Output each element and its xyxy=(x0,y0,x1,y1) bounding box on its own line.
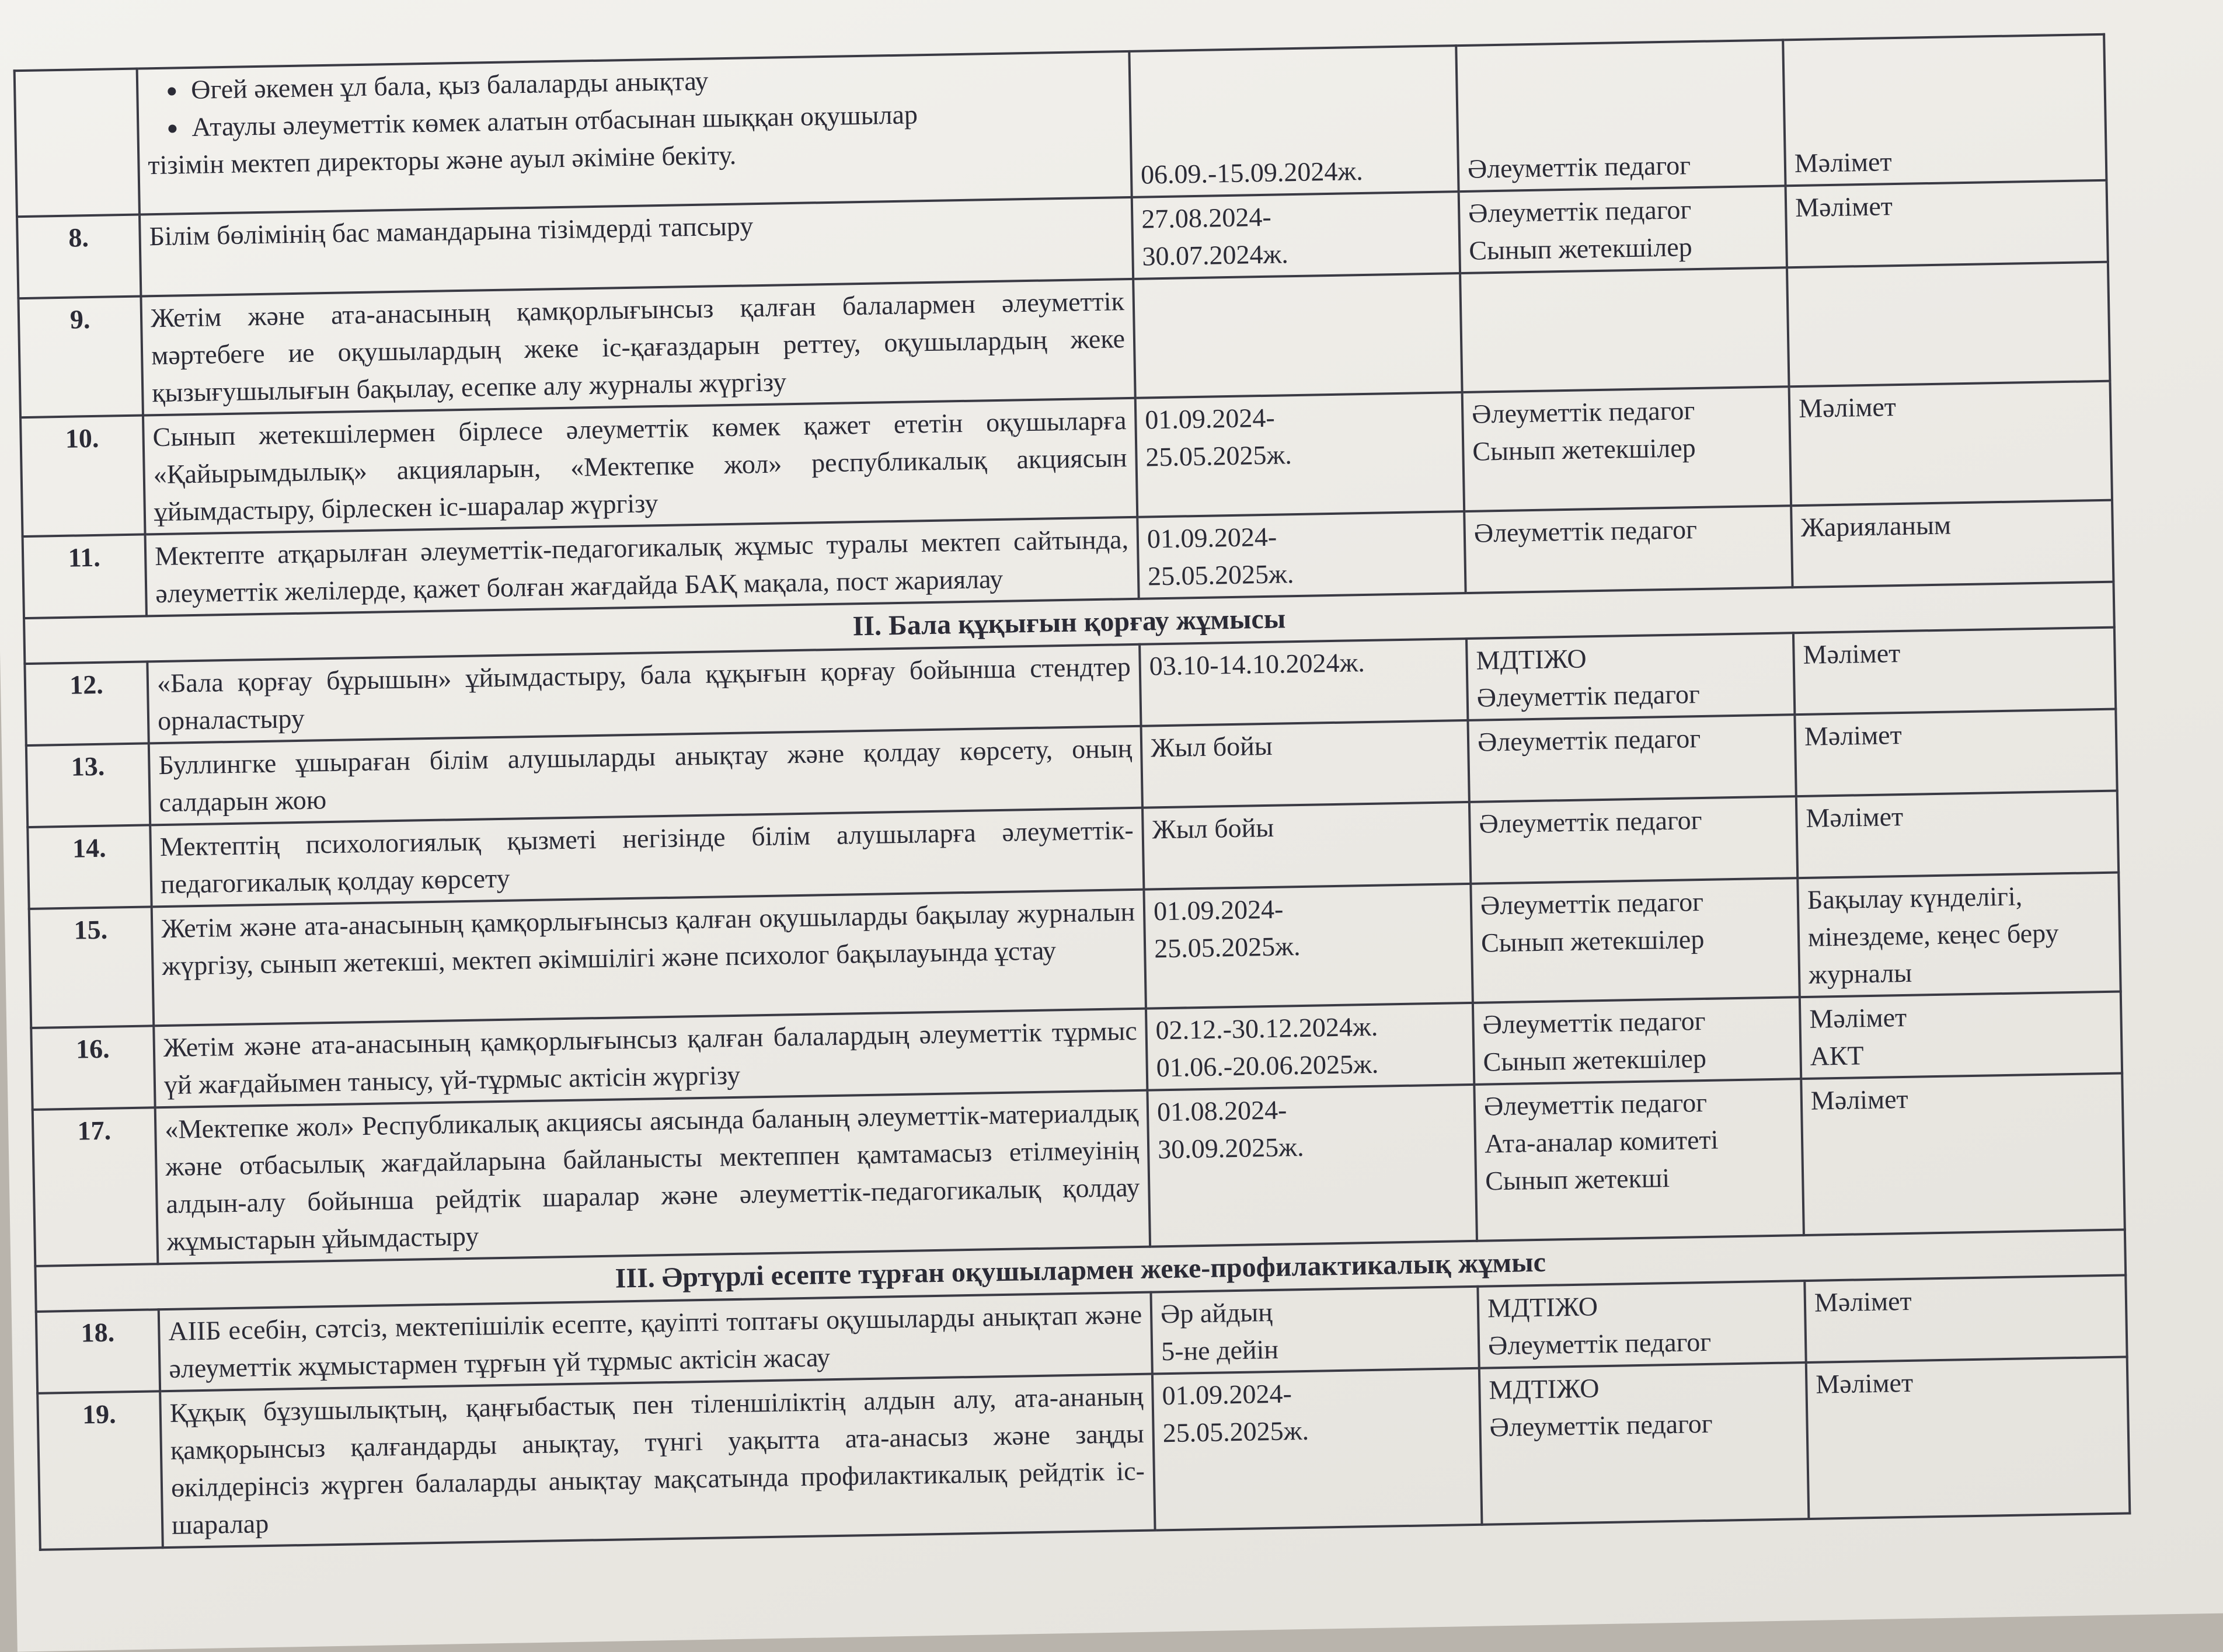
responsible-cell xyxy=(1471,878,1799,1003)
section-title: II. Бала құқығын қорғау жұмысы xyxy=(24,582,2114,664)
responsible-cell xyxy=(1456,40,1785,191)
date-text: 01.09.2024- xyxy=(1153,894,1284,926)
row-number: 16. xyxy=(75,1033,110,1064)
output-cell xyxy=(1796,791,2119,879)
responsible-cell xyxy=(1464,506,1792,593)
table-body-part3 xyxy=(36,1275,2130,1549)
date-cell xyxy=(1142,802,1471,890)
date-text: 03.10-14.10.2024ж. xyxy=(1149,647,1365,681)
output-text: Мәлімет xyxy=(1815,1367,1914,1399)
responsible-cell xyxy=(1460,267,1789,392)
row-number: 12. xyxy=(69,669,104,700)
output-text: Мәлімет xyxy=(1794,147,1892,179)
row-number: 11. xyxy=(68,542,101,573)
date-cell xyxy=(1147,1085,1477,1247)
responsible-text: Әлеуметтік педагог xyxy=(1468,194,1692,228)
responsible-text: Әлеуметтік педагог xyxy=(1480,886,1704,921)
responsible-cell xyxy=(1478,1281,1806,1368)
responsible-text: Әлеуметтік педагог xyxy=(1487,1326,1712,1361)
row-number-cell xyxy=(25,661,148,745)
date-cell xyxy=(1152,1368,1482,1531)
activity-text: АІІБ есебін, сәтсіз, мектепішілік есепте, қауіпті топтағы оқушыларды анықтап және әлеуметтік жұмыстармен тұрғын үй тұрмыс актісін жасау xyxy=(168,1299,1142,1383)
date-text: 5-не дейін xyxy=(1161,1334,1279,1367)
output-cell xyxy=(1795,709,2117,797)
output-cell xyxy=(1806,1357,2130,1519)
output-cell xyxy=(1786,180,2108,268)
output-cell xyxy=(1791,500,2113,588)
date-text: 25.05.2025ж. xyxy=(1147,559,1294,591)
row-number-cell xyxy=(37,1391,163,1550)
row-number-cell xyxy=(36,1309,160,1393)
work-plan-table xyxy=(13,33,2131,1551)
activity-text: Құқық бұзушылықтың, қаңғыбастық пен тіленшіліктің алдын алу, ата-ананың қамқорынсыз қалғандарды анықтау, түнгі уақытта ата-анасыз және заңды өкілдерінсіз жүрген балаларды анықтау мақсатында профилактикалық рейдтік іс-шаралар xyxy=(169,1381,1145,1540)
activity-text: Буллингке ұшыраған білім алушыларды анықтау және қолдау көрсету, оның салдарын жою xyxy=(158,733,1133,818)
row-number: 13. xyxy=(71,751,105,782)
date-cell xyxy=(1141,720,1469,808)
activity-text: Жетім және ата-анасының қамқорлығынсыз қалған балалармен әлеуметтік мәртебеге ие оқушылардың жеке іс-қағаздарын реттеу, оқушылардың жеке қызығушылығын бақылау, есепке алу журналы жүргізу xyxy=(150,286,1126,408)
activity-text: Жетім және ата-анасының қамқорлығынсыз қалған оқушыларды бақылау журналын жүргізу, сынып жетекші, мектеп әкімшілігі және психолог бақылауында ұстау xyxy=(161,896,1135,981)
activity-continuation: тізімін мектеп директоры және ауыл әкіміне бекіту. xyxy=(148,140,737,180)
responsible-text: Әлеуметтік педагог xyxy=(1489,1408,1713,1442)
date-text: 25.05.2025ж. xyxy=(1145,440,1292,472)
output-cell xyxy=(1800,992,2122,1079)
date-text: 06.09.-15.09.2024ж. xyxy=(1140,155,1364,190)
output-cell xyxy=(1787,262,2110,387)
date-text: Әр айдың xyxy=(1160,1296,1273,1329)
responsible-text: Сынып жетекшілер xyxy=(1468,232,1693,266)
output-text: АКТ xyxy=(1810,1040,1865,1071)
output-cell xyxy=(1789,381,2112,506)
responsible-text: МДТІЖО xyxy=(1489,1373,1600,1405)
responsible-text: Сынып жетекшілер xyxy=(1472,433,1696,466)
date-text: 25.05.2025ж. xyxy=(1162,1415,1309,1448)
date-text: 30.09.2025ж. xyxy=(1157,1131,1304,1165)
row-number-cell xyxy=(20,415,145,536)
output-cell xyxy=(1804,1275,2127,1362)
activity-text: Мектептің психологиялық қызметі негізінде білім алушыларға әлеуметтік-педагогикалық қолдау көрсету xyxy=(159,814,1134,900)
date-text: 25.05.2025ж. xyxy=(1154,931,1301,964)
row-number: 19. xyxy=(82,1399,117,1430)
responsible-cell xyxy=(1466,633,1795,720)
activity-cell xyxy=(143,398,1137,535)
date-text: 01.09.2024- xyxy=(1162,1378,1292,1411)
responsible-cell xyxy=(1462,386,1791,511)
row-number-cell xyxy=(29,907,154,1028)
table-body-part2 xyxy=(25,628,2124,1266)
date-text: 01.09.2024- xyxy=(1144,402,1276,435)
activity-cell xyxy=(141,279,1135,416)
output-text: Мәлімет xyxy=(1814,1285,1912,1318)
output-cell xyxy=(1797,873,2120,998)
activity-text: Сынып жетекшілермен бірлесе әлеуметтік көмек қажет ететін оқушыларға «Қайырымдылық» акцияларын, «Мектепке жол» республикалық акциясын ұйымдастыру, бірлескен іс-шаралар жүргізу xyxy=(152,405,1127,527)
activity-text: Білім бөлімінің бас мамандарына тізімдерді тапсыру xyxy=(149,211,754,252)
row-number-cell xyxy=(26,743,150,827)
responsible-text: Әлеуметтік педагог xyxy=(1473,514,1698,548)
output-text: Мәлімет xyxy=(1806,801,1904,833)
responsible-text: Сынып жетекші xyxy=(1485,1163,1670,1196)
date-cell xyxy=(1135,392,1464,517)
date-cell xyxy=(1151,1287,1479,1374)
row-number: 8. xyxy=(68,222,89,253)
row-number: 17. xyxy=(77,1115,112,1146)
output-cell xyxy=(1783,34,2106,186)
row-number-cell xyxy=(17,215,141,299)
date-cell xyxy=(1129,46,1458,197)
row-number: 9. xyxy=(69,304,90,334)
table-body-part1 xyxy=(17,180,2113,618)
responsible-cell xyxy=(1459,186,1787,273)
activity-cell xyxy=(160,1374,1155,1548)
responsible-text: Әлеуметтік педагог xyxy=(1479,804,1702,839)
row-number: 14. xyxy=(72,832,107,863)
output-text: Мәлімет xyxy=(1795,191,1893,223)
date-cell xyxy=(1144,884,1472,1009)
row-number-cell xyxy=(27,825,151,909)
date-text: 30.07.2024ж. xyxy=(1142,239,1289,271)
responsible-text: Әлеуметтік педагог xyxy=(1477,723,1701,757)
date-cell xyxy=(1133,273,1462,398)
date-cell xyxy=(1146,1003,1474,1090)
responsible-cell xyxy=(1469,796,1797,884)
date-text: Жыл бойы xyxy=(1150,730,1273,763)
row-number-cell xyxy=(18,297,143,418)
date-text: 27.08.2024- xyxy=(1141,201,1272,234)
responsible-cell xyxy=(1473,997,1801,1085)
responsible-text: МДТІЖО xyxy=(1487,1291,1598,1323)
row-number: 15. xyxy=(74,914,108,945)
activity-cell xyxy=(137,51,1132,215)
output-text: Жарияланым xyxy=(1800,510,1952,542)
row-number-cell xyxy=(15,69,140,217)
output-text: Мәлімет xyxy=(1809,1002,1907,1034)
output-text: Мәлімет xyxy=(1803,638,1901,670)
row-number-cell xyxy=(23,534,147,618)
bullet-item: • Атаулы әлеуметтік көмек алатын отбасынан шыққан оқушылар xyxy=(188,92,1121,146)
output-text: Мәлімет xyxy=(1798,392,1897,423)
row-number-cell xyxy=(31,1026,155,1110)
row-number-cell xyxy=(33,1107,158,1266)
responsible-text: Сынып жетекшілер xyxy=(1480,923,1705,958)
date-text: 01.06.-20.06.2025ж. xyxy=(1156,1048,1379,1083)
activity-text: «Мектепке жол» Республикалық акциясы аясында баланың әлеуметтік-материалдық және отбасылық жағдайларына байланысты мектеппен қамтамасыз етілмеуінің алдын-алу бойынша рейдтік шаралар және әлеуметтік-педагогикалық қолдау жұмыстарын ұйымдастыру xyxy=(164,1097,1140,1256)
responsible-cell xyxy=(1474,1079,1804,1241)
responsible-text: МДТІЖО xyxy=(1476,643,1587,675)
output-cell xyxy=(1801,1073,2125,1235)
responsible-text: Әлеуметтік педагог xyxy=(1476,679,1701,713)
responsible-text: Сынып жетекшілер xyxy=(1483,1043,1707,1077)
activity-cell xyxy=(155,1090,1150,1264)
date-cell xyxy=(1137,511,1465,599)
responsible-text: Әлеуметтік педагог xyxy=(1483,1087,1708,1121)
responsible-text: Әлеуметтік педагог xyxy=(1471,395,1695,429)
bullet-item: • Өгей әкемен ұл бала, қыз балаларды анықтау xyxy=(187,55,1121,109)
responsible-cell xyxy=(1479,1362,1809,1525)
activity-cell xyxy=(152,890,1146,1026)
row-number: 10. xyxy=(65,423,99,454)
output-text: Мәлімет xyxy=(1804,719,1903,751)
date-text: 01.08.2024- xyxy=(1156,1095,1287,1127)
date-text: 01.09.2024- xyxy=(1147,521,1277,554)
output-text: Бақылау күнделігі, мінездеме, кеңес беру журналы xyxy=(1807,881,2059,989)
responsible-text: Ата-аналар комитеті xyxy=(1484,1124,1719,1159)
responsible-cell xyxy=(1468,715,1796,802)
output-text: Мәлімет xyxy=(1810,1083,1909,1116)
activity-text: «Бала қорғау бұрышын» ұйымдастыру, бала құқығын қорғау бойынша стендтер орналастыру xyxy=(156,651,1131,736)
responsible-text: Әлеуметтік педагог xyxy=(1482,1005,1706,1040)
section-title: III. Әртүрлі есепте тұрған оқушылармен жеке-профилактикалық жұмыс xyxy=(35,1229,2126,1311)
date-text: Жыл бойы xyxy=(1152,812,1274,845)
date-cell xyxy=(1132,191,1460,279)
activity-text: Мектепте атқарылған әлеуметтік-педагогикалық жұмыс туралы мектеп сайтында, әлеуметтік желілерде, қажет болған жағдайда БАҚ мақала, пост жариялау xyxy=(154,524,1129,609)
activity-text: Жетім және ата-анасының қамқорлығынсыз қалған балалардың әлеуметтік тұрмыс үй жағдайымен танысу, үй-тұрмыс актісін жүргізу xyxy=(163,1015,1138,1100)
date-text: 02.12.-30.12.2024ж. xyxy=(1155,1011,1378,1045)
row-number: 18. xyxy=(81,1317,115,1348)
responsible-text: Әлеуметтік педагог xyxy=(1467,150,1691,184)
date-cell xyxy=(1140,639,1468,726)
output-cell xyxy=(1793,628,2116,715)
